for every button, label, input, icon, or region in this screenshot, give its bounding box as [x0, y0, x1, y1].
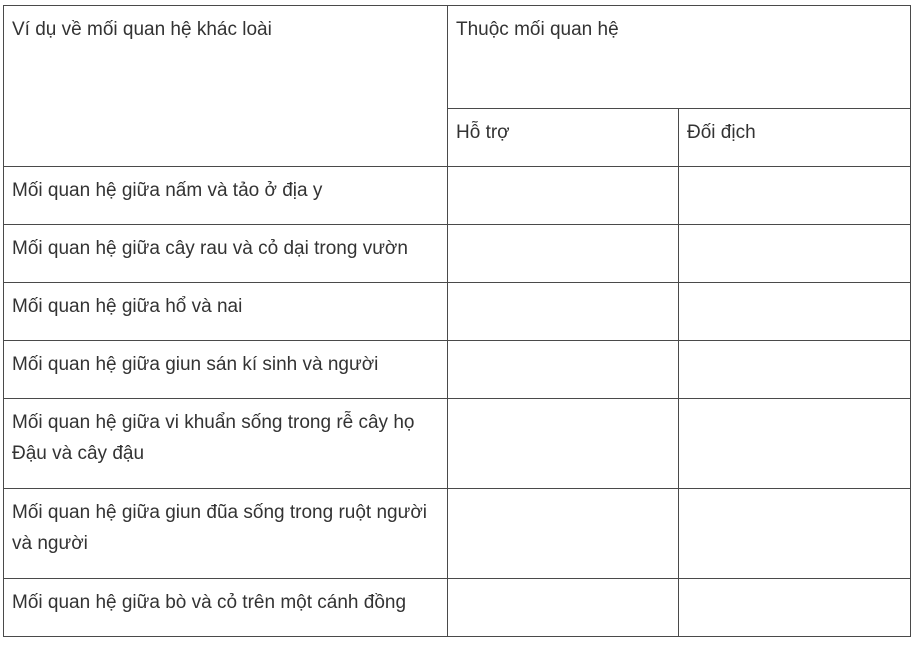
example-text: Mối quan hệ giữa bò và cỏ trên một cánh đồng [12, 592, 407, 613]
rival-cell [679, 489, 911, 579]
rival-text [679, 489, 910, 497]
support-text [448, 225, 678, 233]
header-support-label: Hỗ trợ [456, 122, 510, 143]
support-text [448, 489, 678, 497]
table-row [4, 341, 911, 399]
support-cell [448, 489, 679, 579]
example-text: Mối quan hệ giữa nấm và tảo ở địa y [12, 180, 323, 201]
table-row [4, 579, 911, 637]
relationship-table [3, 5, 911, 637]
example-text: Mối quan hệ giữa giun sán kí sinh và người [12, 354, 379, 375]
support-cell [448, 283, 679, 341]
support-text [448, 283, 678, 291]
rival-cell [679, 341, 911, 399]
header-group-label: Thuộc mối quan hệ [456, 19, 619, 40]
rival-text [679, 225, 910, 233]
rival-cell [679, 579, 911, 637]
header-rival [679, 109, 911, 167]
header-group [448, 6, 911, 109]
support-text [448, 399, 678, 407]
example-cell [4, 167, 448, 225]
example-text: Mối quan hệ giữa cây rau và cỏ dại trong vườn [12, 238, 408, 259]
support-text [448, 167, 678, 175]
table-row [4, 283, 911, 341]
rival-cell [679, 167, 911, 225]
support-cell [448, 341, 679, 399]
example-text: Mối quan hệ giữa hổ và nai [12, 296, 243, 317]
example-cell [4, 489, 448, 579]
example-cell [4, 579, 448, 637]
header-rival-label: Đối địch [687, 122, 756, 143]
rival-text [679, 341, 910, 349]
support-cell [448, 399, 679, 489]
table-header-row [4, 6, 911, 109]
example-text: Mối quan hệ giữa vi khuẩn sống trong rễ cây họ Đậu và cây đậu [12, 412, 415, 464]
table-row [4, 399, 911, 489]
header-example-label: Ví dụ về mối quan hệ khác loài [12, 19, 272, 40]
support-cell [448, 225, 679, 283]
example-cell [4, 283, 448, 341]
support-text [448, 579, 678, 587]
example-cell [4, 399, 448, 489]
example-text: Mối quan hệ giữa giun đũa sống trong ruột người và người [12, 502, 428, 554]
rival-text [679, 579, 910, 587]
rival-text [679, 283, 910, 291]
table-row [4, 489, 911, 579]
rival-cell [679, 399, 911, 489]
rival-text [679, 167, 910, 175]
example-cell [4, 225, 448, 283]
header-support [448, 109, 679, 167]
support-cell [448, 579, 679, 637]
rival-text [679, 399, 910, 407]
rival-cell [679, 283, 911, 341]
table-row [4, 167, 911, 225]
support-cell [448, 167, 679, 225]
table-row [4, 225, 911, 283]
support-text [448, 341, 678, 349]
example-cell [4, 341, 448, 399]
header-example [4, 6, 448, 167]
rival-cell [679, 225, 911, 283]
